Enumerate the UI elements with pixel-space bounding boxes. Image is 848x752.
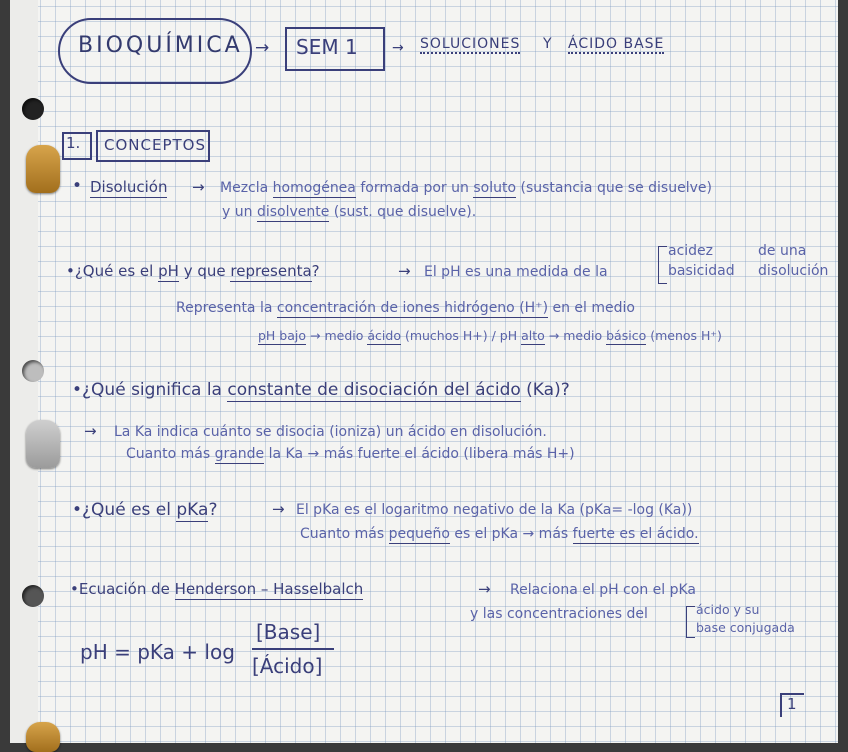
term-disolucion: Disolución bbox=[90, 178, 168, 196]
answer-text: y las concentraciones del bbox=[470, 606, 648, 622]
answer-tail: disolución bbox=[758, 263, 829, 279]
arrow: → bbox=[192, 178, 205, 196]
arrow: → bbox=[84, 422, 97, 440]
bracket bbox=[658, 246, 667, 284]
answer-text: Cuanto más grande la Ka → más fuerte el ácido (libera más H+) bbox=[126, 446, 575, 462]
question-ph: •¿Qué es el pH y que representa? bbox=[66, 262, 320, 280]
definition-text: Mezcla homogénea formada por un soluto (sustancia que se disuelve) bbox=[220, 180, 712, 196]
section-number: 1. bbox=[66, 134, 81, 152]
bracket-top: ácido y su bbox=[696, 602, 760, 617]
formula-numerator: [Base] bbox=[256, 620, 321, 644]
subject-title: BIOQUÍMICA bbox=[78, 33, 243, 58]
answer-text: La Ka indica cuánto se disocia (ioniza) un ácido en disolución. bbox=[114, 424, 547, 440]
topic-solutions: SOLUCIONES bbox=[420, 36, 521, 52]
answer-tail: de una bbox=[758, 243, 807, 259]
question-pka: •¿Qué es el pKa? bbox=[72, 500, 218, 520]
hh-title: •Ecuación de Henderson – Hasselbalch bbox=[70, 580, 364, 598]
binder-ring bbox=[26, 145, 60, 193]
bracket-top: acidez bbox=[668, 243, 714, 259]
header-arrow: → bbox=[392, 40, 404, 56]
header-arrow: → bbox=[255, 38, 270, 58]
arrow: → bbox=[398, 262, 411, 280]
answer-text: Representa la concentración de iones hidrógeno (H⁺) en el medio bbox=[176, 300, 635, 316]
definition-text: y un disolvente (sust. que disuelve). bbox=[222, 204, 477, 220]
fraction-line bbox=[252, 648, 334, 650]
bullet: • bbox=[72, 176, 83, 196]
section-title: CONCEPTOS bbox=[104, 136, 206, 154]
topic-acid-base: ÁCIDO BASE bbox=[568, 36, 665, 52]
bracket bbox=[686, 606, 695, 638]
week-label: SEM 1 bbox=[296, 35, 358, 59]
bracket-bottom: base conjugada bbox=[696, 620, 795, 635]
formula-lhs: pH = pKa + log bbox=[80, 640, 235, 664]
binder-ring bbox=[26, 722, 60, 752]
binder-ring bbox=[26, 420, 60, 468]
binder-hole bbox=[22, 585, 44, 607]
page-number: 1 bbox=[787, 695, 797, 713]
answer-text: El pKa es el logaritmo negativo de la Ka (pKa= -log (Ka)) bbox=[296, 502, 693, 518]
binder-hole bbox=[22, 360, 44, 382]
answer-text: Relaciona el pH con el pKa bbox=[510, 582, 696, 598]
arrow: → bbox=[272, 500, 285, 518]
bracket-bottom: basicidad bbox=[668, 263, 735, 279]
formula-denominator: [Ácido] bbox=[252, 654, 323, 678]
binder-hole bbox=[22, 98, 44, 120]
topic-separator: Y bbox=[543, 36, 552, 52]
answer-text: Cuanto más pequeño es el pKa → más fuerte es el ácido. bbox=[300, 526, 699, 542]
answer-text: El pH es una medida de la bbox=[424, 264, 608, 280]
question-ka: •¿Qué significa la constante de disociación del ácido (Ka)? bbox=[72, 380, 570, 400]
answer-text: pH bajo → medio ácido (muchos H+) / pH alto → medio básico (menos H⁺) bbox=[258, 328, 722, 343]
arrow: → bbox=[478, 580, 491, 598]
